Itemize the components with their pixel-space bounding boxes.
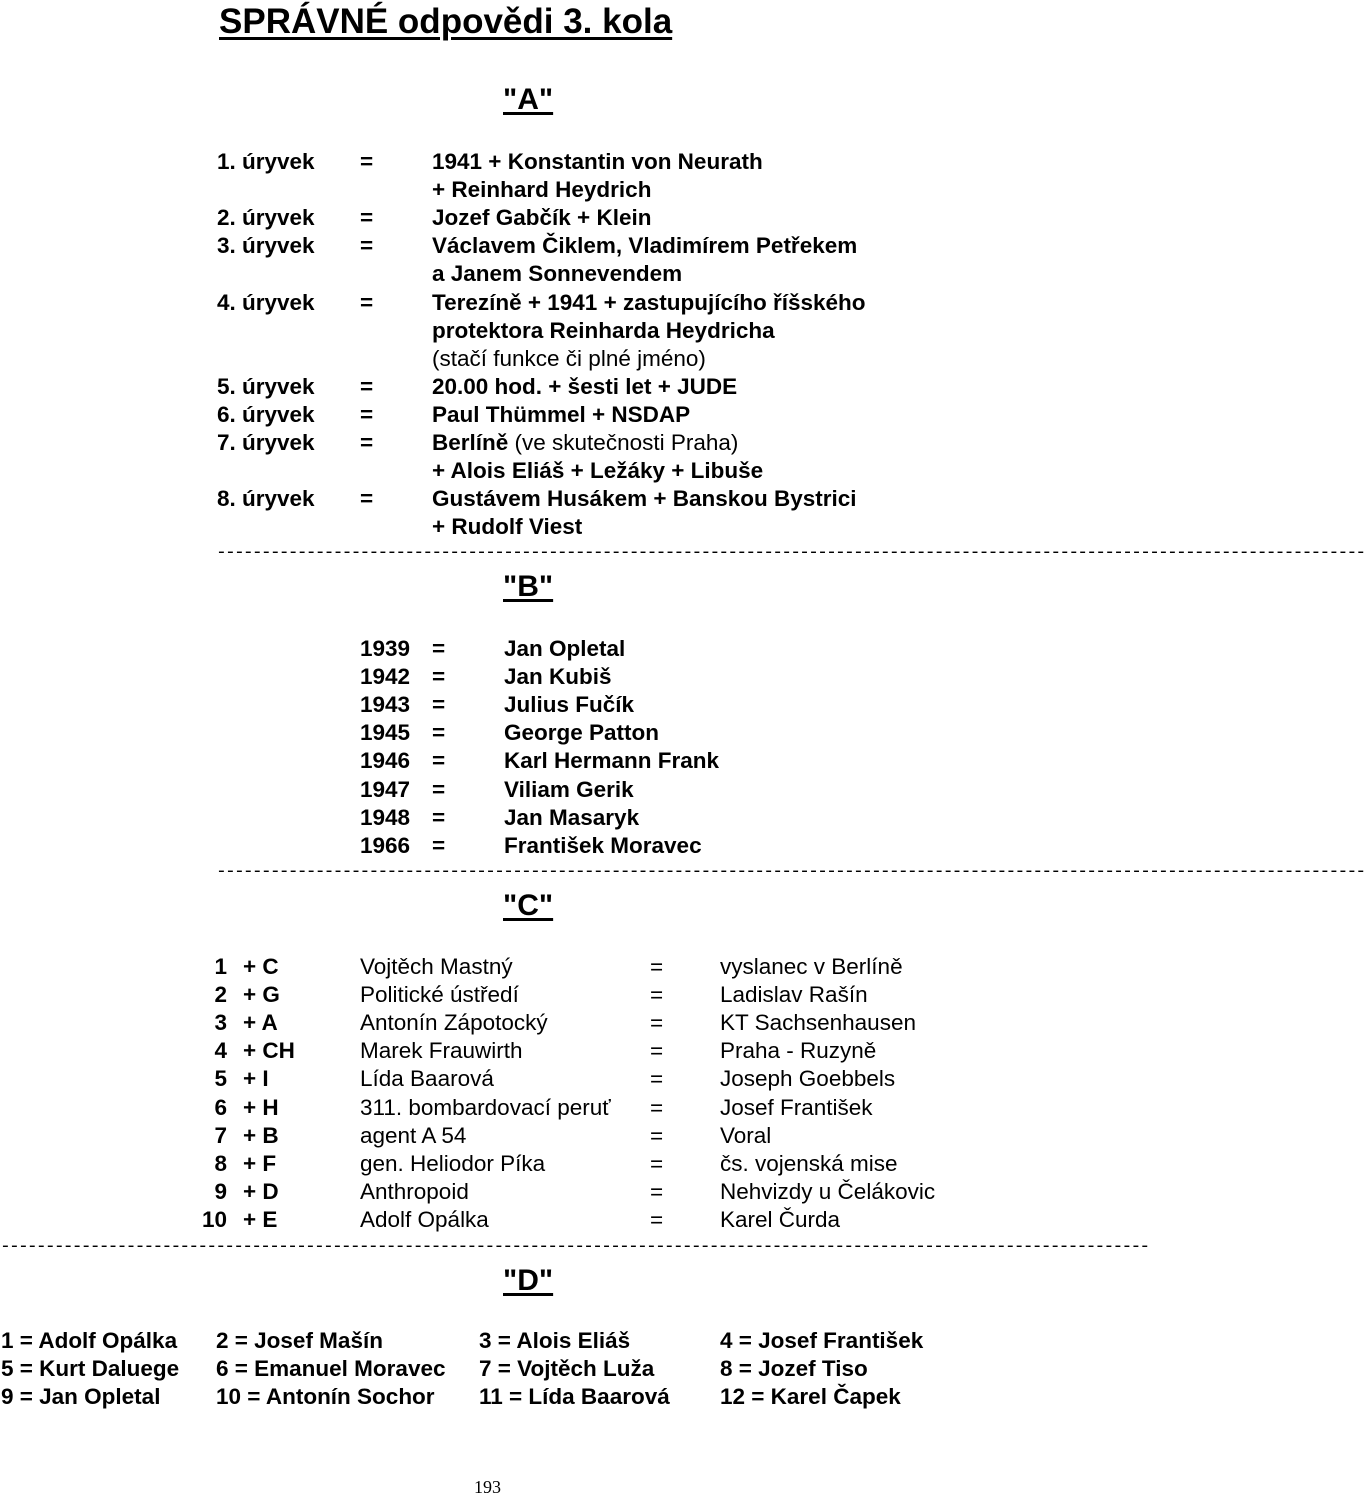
- number-name-pair: 11 = Lída Baarová: [479, 1384, 670, 1410]
- row-number: 5: [214, 1066, 227, 1092]
- excerpt-label: 5. úryvek: [217, 373, 315, 399]
- letter-code: + CH: [243, 1038, 295, 1064]
- excerpt-label: 2. úryvek: [217, 205, 315, 231]
- item-text: Marek Frauwirth: [360, 1038, 523, 1064]
- letter-code: + G: [243, 982, 280, 1008]
- row-number: 8: [214, 1150, 227, 1176]
- equals-sign: =: [360, 401, 374, 427]
- answer-line: [432, 232, 857, 260]
- equals-sign: =: [432, 748, 446, 774]
- equals-sign: =: [360, 233, 374, 259]
- divider: --------------------------------------------------------------------------------------------------------------------------------: [216, 543, 1364, 563]
- answer-line: [432, 148, 763, 176]
- page-title: SPRÁVNÉ odpovědi 3. kola: [219, 2, 673, 41]
- equals-sign: =: [360, 149, 374, 174]
- row-number: 9: [214, 1178, 227, 1204]
- number-name-pair: 12 = Karel Čapek: [720, 1384, 901, 1410]
- section-a-heading: "A": [503, 83, 554, 116]
- equals-sign: =: [650, 954, 664, 979]
- match-text: Praha - Ruzyně: [720, 1038, 877, 1064]
- answer-text: Václavem Čiklem, Vladimírem Petřekem: [432, 233, 858, 259]
- year: 1942: [360, 664, 411, 690]
- answer-text: 20.00 hod. + šesti let + JUDE: [432, 373, 738, 399]
- row-number: 7: [214, 1122, 227, 1148]
- divider: --------------------------------------------------------------------------------------------------------------------------------: [0, 1237, 1149, 1257]
- number-name-pair: 8 = Jozef Tiso: [720, 1356, 868, 1382]
- person-name: Jan Kubiš: [504, 664, 612, 690]
- equals-sign: =: [650, 982, 664, 1008]
- row-number: 2: [214, 982, 227, 1008]
- answer-line: [432, 485, 857, 513]
- match-text: čs. vojenská mise: [720, 1150, 898, 1176]
- answer-text: + Reinhard Heydrich: [432, 177, 652, 203]
- section-d-heading: "D": [503, 1264, 554, 1297]
- answer-text: Jozef Gabčík + Klein: [432, 205, 652, 231]
- equals-sign: =: [432, 636, 446, 661]
- number-name-pair: 2 = Josef Mašín: [216, 1328, 383, 1353]
- person-name: Karl Hermann Frank: [504, 748, 720, 774]
- answer-line: [432, 401, 690, 429]
- section-c-heading: "C": [503, 889, 554, 922]
- divider: --------------------------------------------------------------------------------------------------------------------------------: [216, 862, 1364, 882]
- letter-code: + I: [243, 1066, 269, 1092]
- item-text: 311. bombardovací peruť: [360, 1094, 611, 1120]
- equals-sign: =: [432, 720, 446, 746]
- number-name-pair: 5 = Kurt Daluege: [1, 1356, 180, 1382]
- answer-line: [432, 260, 682, 288]
- year: 1948: [360, 804, 411, 830]
- equals-sign: =: [650, 1150, 664, 1176]
- answer-line: [432, 289, 866, 317]
- row-number: 10: [201, 1206, 227, 1232]
- answer-text: + Rudolf Viest: [432, 514, 583, 540]
- letter-code: + E: [243, 1206, 278, 1232]
- person-name: František Moravec: [504, 832, 702, 858]
- equals-sign: =: [432, 664, 446, 690]
- number-name-pair: 9 = Jan Opletal: [1, 1384, 161, 1410]
- year: 1966: [360, 832, 411, 858]
- row-number: 1: [214, 954, 227, 979]
- answer-line: [432, 176, 651, 204]
- item-text: Antonín Zápotocký: [360, 1010, 548, 1036]
- person-name: Viliam Gerik: [504, 776, 634, 802]
- excerpt-label: 8. úryvek: [217, 486, 315, 512]
- person-name: Jan Opletal: [504, 636, 626, 661]
- number-name-pair: 10 = Antonín Sochor: [216, 1384, 435, 1410]
- excerpt-label: 3. úryvek: [217, 233, 315, 259]
- equals-sign: =: [360, 486, 374, 512]
- match-text: Nehvizdy u Čelákovic: [720, 1178, 936, 1204]
- item-text: Politické ústředí: [360, 982, 519, 1008]
- answer-text: (stačí funkce či plné jméno): [432, 345, 706, 371]
- match-text: Karel Čurda: [720, 1206, 841, 1232]
- equals-sign: =: [432, 804, 446, 830]
- equals-sign: =: [650, 1010, 664, 1036]
- row-number: 6: [214, 1094, 227, 1120]
- year: 1947: [360, 776, 411, 802]
- item-text: Lída Baarová: [360, 1066, 494, 1092]
- equals-sign: =: [432, 692, 446, 718]
- answer-text: Berlíně: [432, 430, 515, 455]
- equals-sign: =: [650, 1094, 664, 1120]
- letter-code: + H: [243, 1094, 279, 1120]
- match-text: Joseph Goebbels: [720, 1066, 896, 1092]
- excerpt-label: 6. úryvek: [217, 401, 315, 427]
- answer-text: Terezíně + 1941 + zastupujícího říšského: [432, 289, 866, 315]
- match-text: Josef František: [720, 1094, 873, 1120]
- item-text: Adolf Opálka: [360, 1206, 489, 1232]
- answer-text: + Alois Eliáš + Ležáky + Libuše: [432, 458, 764, 484]
- equals-sign: =: [360, 373, 374, 399]
- answer-text: 1941 + Konstantin von Neurath: [432, 149, 763, 174]
- item-text: gen. Heliodor Píka: [360, 1150, 546, 1176]
- answer-line: [432, 457, 763, 485]
- section-b-heading: "B": [503, 570, 554, 603]
- letter-code: + D: [243, 1178, 279, 1204]
- year: 1943: [360, 692, 411, 718]
- match-text: KT Sachsenhausen: [720, 1010, 916, 1036]
- excerpt-label: 7. úryvek: [217, 430, 315, 455]
- match-text: vyslanec v Berlíně: [720, 954, 903, 979]
- row-number: 3: [214, 1010, 227, 1036]
- equals-sign: =: [360, 289, 374, 315]
- letter-code: + C: [243, 954, 279, 979]
- answer-text: (ve skutečnosti Praha): [514, 430, 739, 455]
- equals-sign: =: [650, 1038, 664, 1064]
- equals-sign: =: [650, 1122, 664, 1148]
- person-name: George Patton: [504, 720, 660, 746]
- equals-sign: =: [650, 1178, 664, 1204]
- number-name-pair: 1 = Adolf Opálka: [1, 1328, 178, 1353]
- person-name: Julius Fučík: [504, 692, 635, 718]
- item-text: Anthropoid: [360, 1178, 469, 1204]
- excerpt-label: 1. úryvek: [217, 149, 315, 174]
- letter-code: + B: [243, 1122, 279, 1148]
- number-name-pair: 4 = Josef František: [720, 1328, 924, 1353]
- match-text: Ladislav Rašín: [720, 982, 868, 1008]
- answer-line: [432, 513, 582, 541]
- page-number: 193: [474, 1477, 501, 1497]
- answer-line: [432, 204, 651, 232]
- answer-line: [432, 429, 738, 457]
- equals-sign: =: [360, 205, 374, 231]
- answer-line: [432, 373, 737, 401]
- excerpt-label: 4. úryvek: [217, 289, 315, 315]
- number-name-pair: 3 = Alois Eliáš: [479, 1328, 631, 1353]
- equals-sign: =: [360, 430, 374, 455]
- row-number: 4: [214, 1038, 227, 1064]
- answer-text: a Janem Sonnevendem: [432, 261, 683, 287]
- equals-sign: =: [432, 776, 446, 802]
- answer-text: Gustávem Husákem + Banskou Bystrici: [432, 486, 857, 512]
- letter-code: + A: [243, 1010, 278, 1036]
- year: 1939: [360, 636, 411, 661]
- equals-sign: =: [650, 1066, 664, 1092]
- item-text: Vojtěch Mastný: [360, 954, 513, 979]
- answer-line: [432, 317, 775, 345]
- person-name: Jan Masaryk: [504, 804, 640, 830]
- year: 1946: [360, 748, 411, 774]
- letter-code: + F: [243, 1150, 277, 1176]
- number-name-pair: 7 = Vojtěch Luža: [479, 1356, 655, 1382]
- year: 1945: [360, 720, 411, 746]
- answer-line: [432, 345, 706, 373]
- answer-text: Paul Thümmel + NSDAP: [432, 401, 691, 427]
- equals-sign: =: [432, 832, 446, 858]
- answer-text: protektora Reinharda Heydricha: [432, 317, 775, 343]
- equals-sign: =: [650, 1206, 664, 1232]
- number-name-pair: 6 = Emanuel Moravec: [216, 1356, 446, 1382]
- item-text: agent A 54: [360, 1122, 467, 1148]
- match-text: Voral: [720, 1122, 772, 1148]
